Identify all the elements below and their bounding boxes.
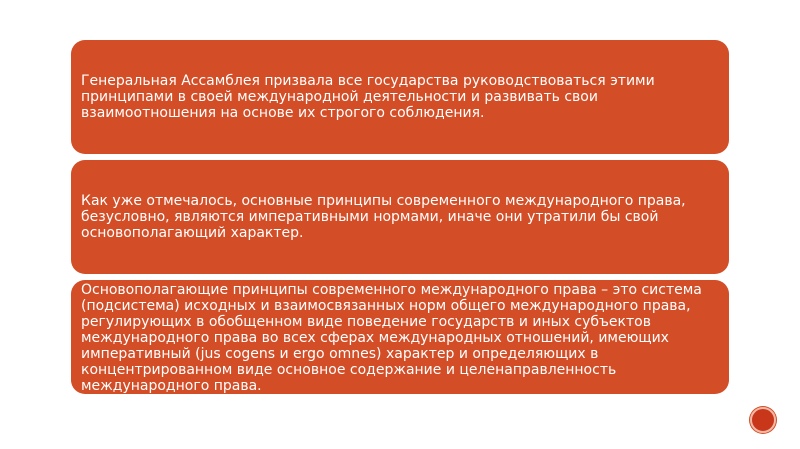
text-block-3 — [71, 280, 729, 394]
text-block-1-content: Генеральная Ассамблея призвала все государства руководствоваться этими принципами в своей международной деятельности и развивать свои взаимоотношения на основе их строгого соблюдения. — [81, 73, 655, 121]
text-block-2-content: Как уже отмечалось, основные принципы современного международного права, безусловно, являются императивными нормами, иначе они утратили бы свой основополагающий характер. — [81, 193, 686, 241]
slide-nav-button[interactable] — [750, 407, 776, 433]
text-block-1 — [71, 40, 729, 154]
text-block-3-content: Основополагающие принципы современного международного права – это система (подсистема) исходных и взаимосвязанных норм общего международного права, регулирующих в обобщенном виде поведение государств и иных субъектов международного права во всех сферах международных отношений, имеющих императивный (jus cogens и ergo omnes) характер и определяющих в концентрированном виде основное содержание и целенаправленность международного права. — [81, 282, 702, 394]
text-block-2 — [71, 160, 729, 274]
